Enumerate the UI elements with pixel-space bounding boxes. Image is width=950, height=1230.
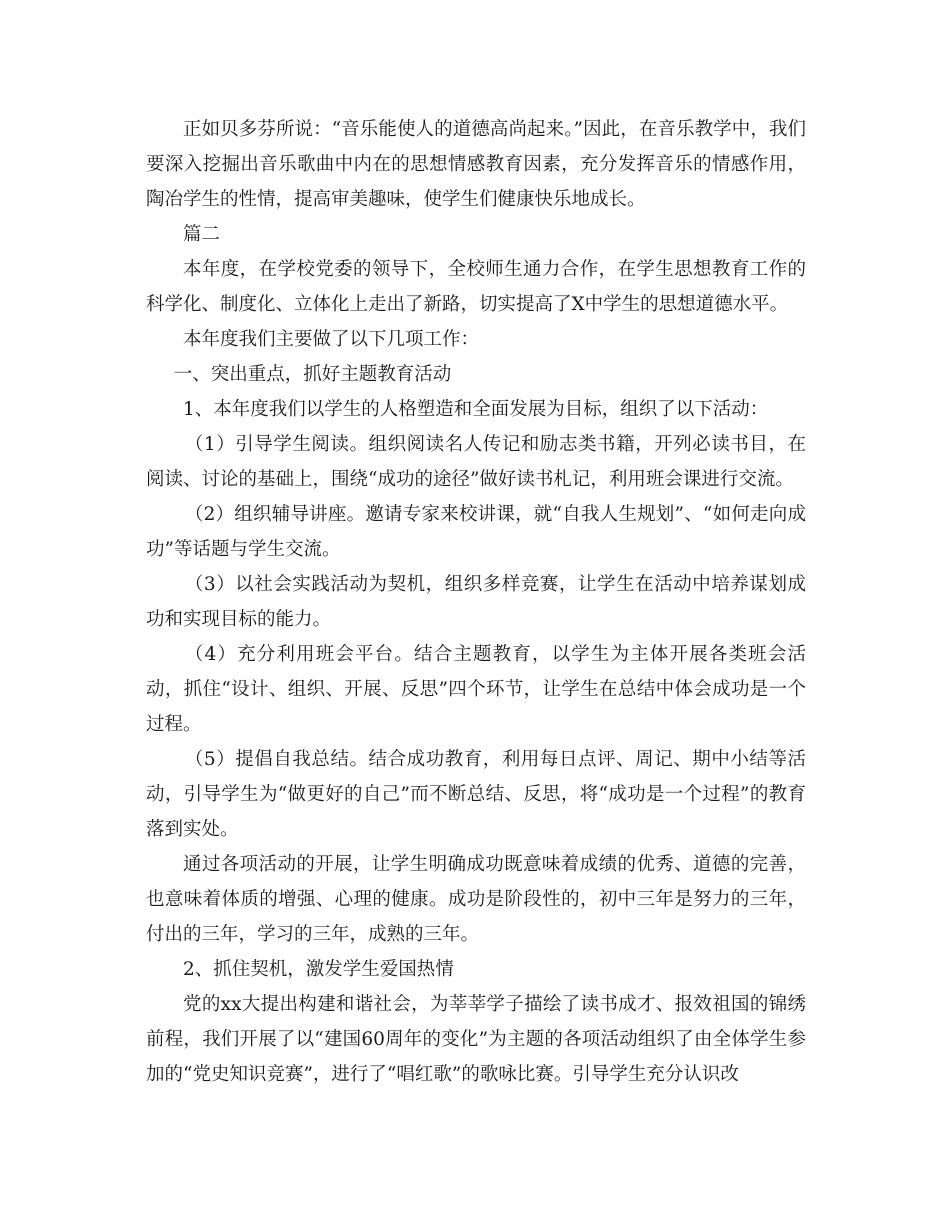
paragraph-subitem-3-practice: （3）以社会实践活动为契机，组织多样竞赛，让学生在活动中培养谋划成功和实现目标的能力。 bbox=[146, 574, 806, 630]
paragraph-beethoven-quote: 正如贝多芬所说：“音乐能使人的道德高尚起来。”因此，在音乐教学中，我们要深入挖掘出音乐歌曲中内在的思想情感教育因素，充分发挥音乐的情感作用，陶冶学生的性情，提高审美趣味，使学生们健康快乐地成长。 bbox=[146, 119, 806, 210]
paragraph-subitem-5-self-summary: （5）提倡自我总结。结合成功教育，利用每日点评、周记、期中小结等活动，引导学生为“做更好的自己”而不断总结、反思，将“成功是一个过程”的教育落到实处。 bbox=[146, 749, 806, 840]
section-heading-part-two: 篇二 bbox=[183, 224, 221, 245]
paragraph-work-summary-intro: 本年度我们主要做了以下几项工作： bbox=[183, 329, 480, 350]
document-body bbox=[146, 112, 806, 1092]
paragraph-subitem-2-lectures: （2）组织辅导讲座。邀请专家来校讲课，就“自我人生规划”、“如何走向成功”等话题与学生交流。 bbox=[146, 504, 806, 560]
heading-item-2-patriotism: 2、抓住契机，激发学生爱国热情 bbox=[183, 959, 454, 980]
paragraph-subitem-1-reading: （1）引导学生阅读。组织阅读名人传记和励志类书籍，开列必读书目，在阅读、讨论的基础上，围绕“成功的途径”做好读书札记，利用班会课进行交流。 bbox=[146, 434, 806, 490]
paragraph-patriotic-activities: 党的xx大提出构建和谐社会，为莘莘学子描绘了读书成才、报效祖国的锦绣前程，我们开展了以“建国60周年的变化”为主题的各项活动组织了由全体学生参加的“党史知识竞赛”，进行了“唱红歌”的歌咏比赛。引导学生充分认识改 bbox=[146, 994, 806, 1085]
paragraph-activity-outcome: 通过各项活动的开展，让学生明确成功既意味着成绩的优秀、道德的完善，也意味着体质的增强、心理的健康。成功是阶段性的，初中三年是努力的三年，付出的三年，学习的三年，成熟的三年。 bbox=[146, 854, 806, 945]
paragraph-annual-intro: 本年度，在学校党委的领导下，全校师生通力合作，在学生思想教育工作的科学化、制度化、立体化上走出了新路，切实提高了X中学生的思想道德水平。 bbox=[146, 259, 806, 315]
paragraph-item-1: 1、本年度我们以学生的人格塑造和全面发展为目标，组织了以下活动： bbox=[183, 399, 769, 420]
paragraph-subitem-4-class-meeting: （4）充分利用班会平台。结合主题教育，以学生为主体开展各类班会活动，抓住“设计、组织、开展、反思”四个环节，让学生在总结中体会成功是一个过程。 bbox=[146, 644, 806, 735]
heading-theme-education: 一、突出重点，抓好主题教育活动 bbox=[173, 364, 452, 385]
